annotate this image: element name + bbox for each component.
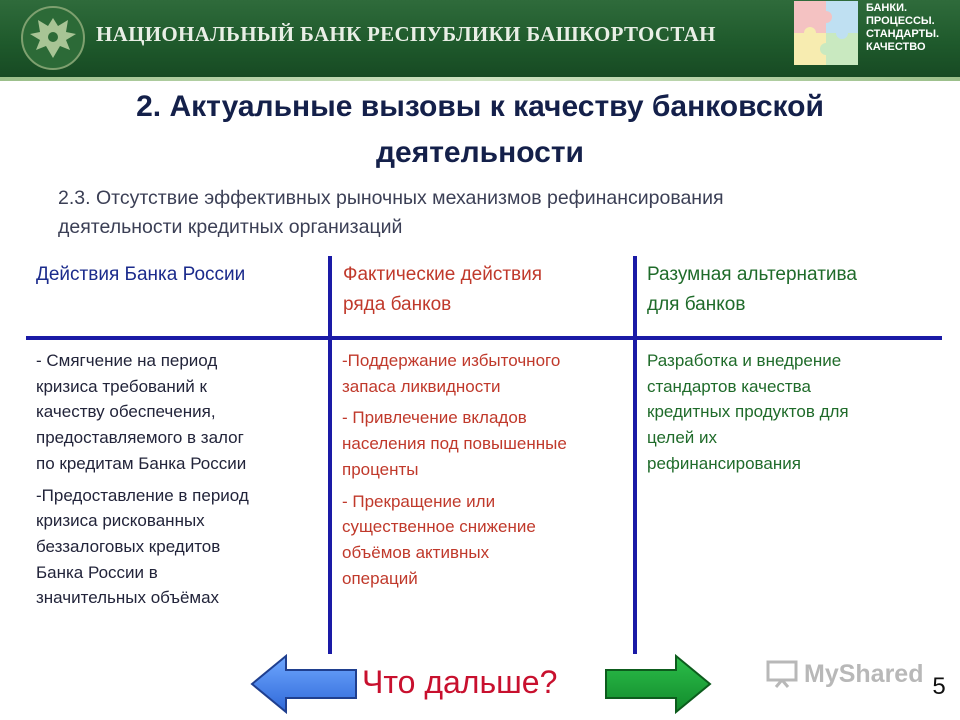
list-item-line: -Предоставление в период xyxy=(36,485,249,505)
tagline-line: КАЧЕСТВО xyxy=(866,41,926,53)
list-item-line: значительных объёмах xyxy=(36,588,220,608)
presentation-icon xyxy=(766,660,798,688)
list-item-line: -Поддержание избыточного xyxy=(342,351,561,370)
column-header-line: Разумная альтернатива xyxy=(647,264,857,285)
cell-bank-of-russia-actions xyxy=(36,348,322,617)
tagline-line: БАНКИ. xyxy=(866,2,908,14)
list-item-line: беззалоговых кредитов xyxy=(36,536,221,556)
list-item xyxy=(342,348,628,399)
list-item-line: качеству обеспечения, xyxy=(36,402,216,422)
list-item-line: кредитных продуктов для xyxy=(647,402,849,422)
column-header-line: ряда банков xyxy=(343,294,452,315)
myshared-watermark xyxy=(764,656,934,692)
slide-subtitle-line: 2.3. Отсутствие эффективных рыночных механизмов рефинансирования xyxy=(58,187,724,209)
column-header-bank-of-russia xyxy=(36,260,322,290)
double-headed-eagle-icon xyxy=(20,4,86,72)
list-item-line: объёмов активных xyxy=(342,542,490,562)
list-item-line: Банка России в xyxy=(36,562,158,582)
list-item-line: стандартов качества xyxy=(647,376,811,396)
list-item-line: населения под повышенные xyxy=(342,434,567,454)
column-header-actual-actions xyxy=(343,260,627,320)
header-divider xyxy=(26,336,942,340)
list-item xyxy=(36,483,322,612)
slide-title xyxy=(20,84,940,176)
tagline-line: СТАНДАРТЫ. xyxy=(866,28,940,40)
slide-subtitle xyxy=(58,184,918,242)
list-item xyxy=(342,405,628,482)
column-header-line: Фактические действия xyxy=(343,264,543,285)
slide-title-line: 2. Актуальные вызовы к качеству банковской xyxy=(136,90,824,123)
banner-stripe xyxy=(0,77,960,81)
bank-name: НАЦИОНАЛЬНЫЙ БАНК РЕСПУБЛИКИ БАШКОРТОСТАН xyxy=(96,22,716,46)
arrow-right-icon[interactable] xyxy=(602,654,712,714)
header-banner xyxy=(0,0,960,77)
cell-actual-bank-actions xyxy=(342,348,628,597)
slide-title-line: деятельности xyxy=(376,136,584,169)
list-item-line: кризиса рискованных xyxy=(36,511,205,531)
list-item-line: Разработка и внедрение xyxy=(647,351,842,370)
list-item-line: запаса ликвидности xyxy=(342,376,501,396)
list-item-line: целей их xyxy=(647,428,718,448)
list-item-line: проценты xyxy=(342,459,419,479)
list-item-line: рефинансирования xyxy=(647,453,801,473)
watermark-text: MyShared xyxy=(804,660,924,688)
list-item xyxy=(647,348,937,477)
what-next-text: Что дальше? xyxy=(362,664,558,700)
arrow-left-icon[interactable] xyxy=(250,654,360,714)
list-item-line: - Привлечение вкладов xyxy=(342,408,527,428)
tagline xyxy=(866,2,958,54)
list-item-line: кризиса требований к xyxy=(36,376,207,396)
column-divider xyxy=(633,256,637,654)
column-divider xyxy=(328,256,332,654)
cell-reasonable-alternative xyxy=(647,348,937,483)
list-item-line: существенное снижение xyxy=(342,517,536,537)
puzzle-icon xyxy=(794,1,858,65)
list-item xyxy=(342,489,628,592)
list-item-line: предоставляемого в залог xyxy=(36,428,244,448)
column-header-line: для банков xyxy=(647,294,746,315)
slide-subtitle-line: деятельности кредитных организаций xyxy=(58,216,403,238)
page-number: 5 xyxy=(932,673,946,700)
list-item-line: по кредитам Банка России xyxy=(36,453,247,473)
list-item xyxy=(36,348,322,477)
column-header-alternative xyxy=(647,260,943,320)
list-item-line: - Смягчение на период xyxy=(36,351,218,370)
list-item-line: - Прекращение или xyxy=(342,491,496,511)
list-item-line: операций xyxy=(342,568,418,588)
column-header-line: Действия Банка России xyxy=(36,264,246,285)
tagline-line: ПРОЦЕССЫ. xyxy=(866,15,935,27)
